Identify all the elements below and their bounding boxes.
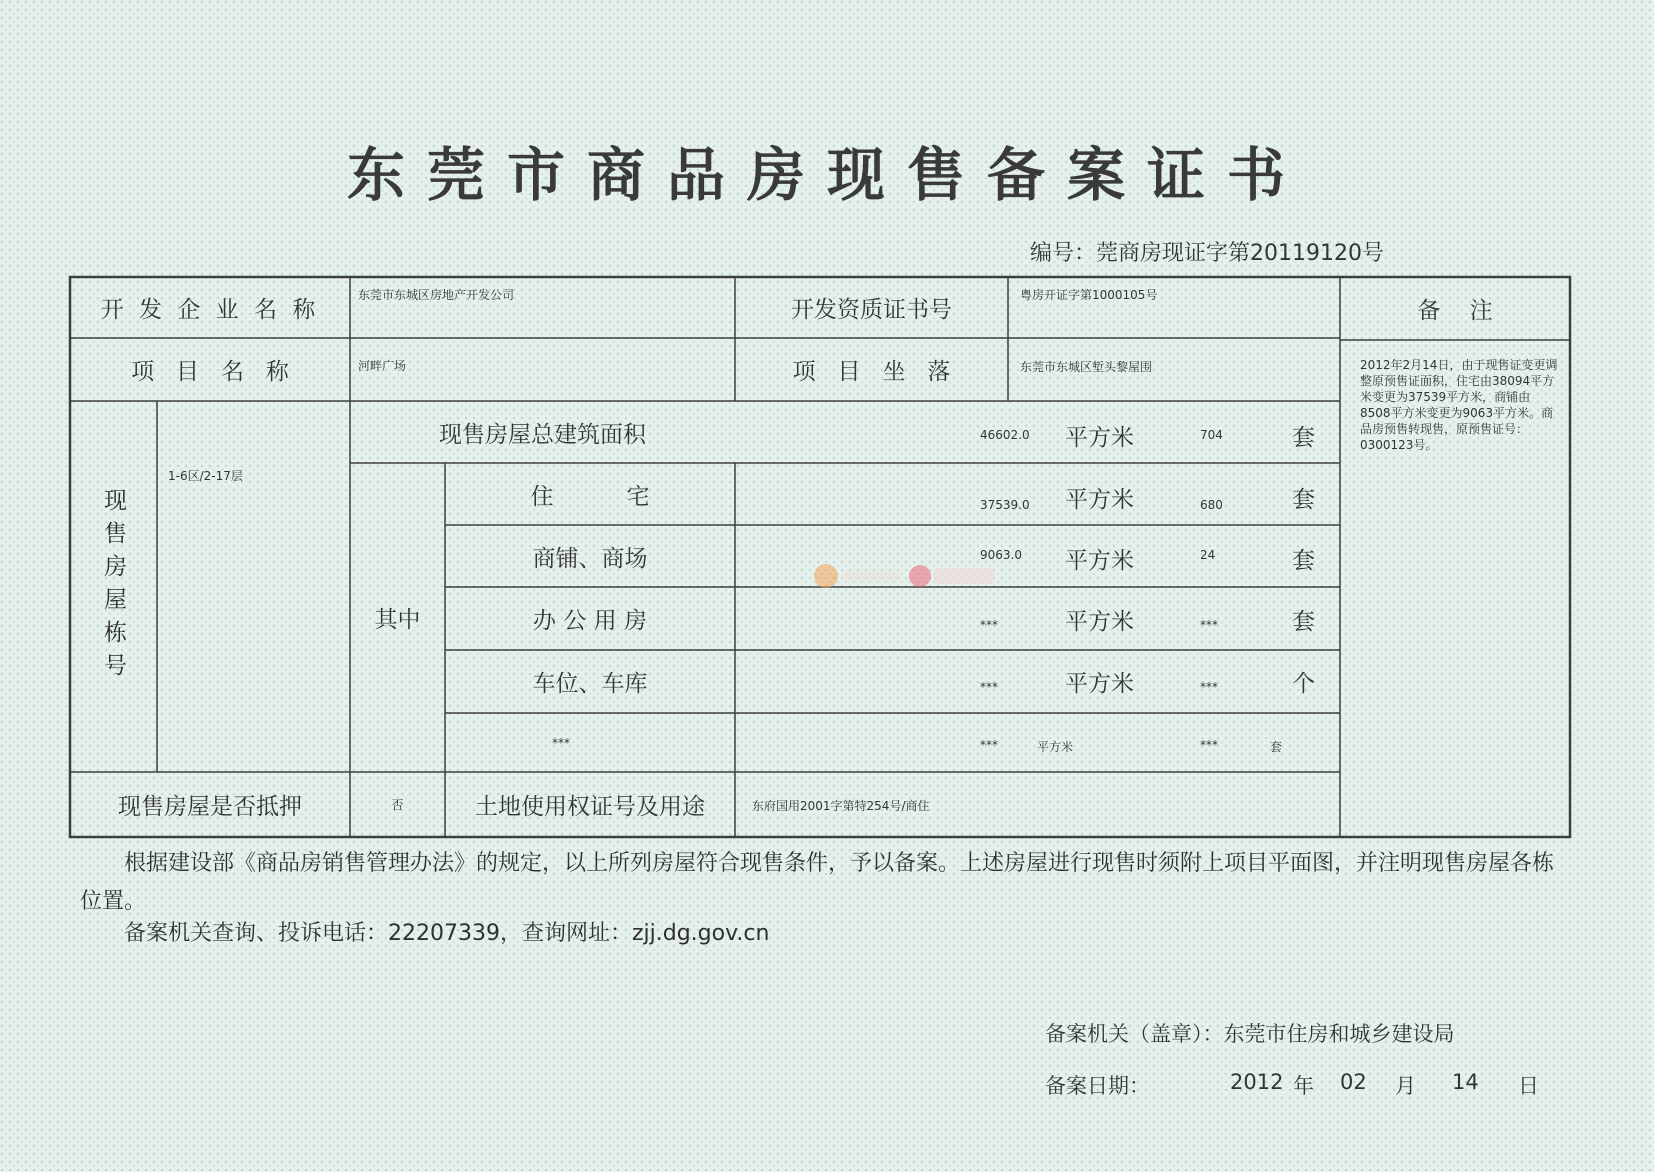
date-day-unit: 日 — [1518, 1074, 1539, 1098]
certificate-number — [1030, 236, 1384, 267]
row-parking-area: *** — [980, 680, 998, 694]
qualification-label: 开发资质证书号 — [791, 297, 952, 323]
land-cert-label: 土地使用权证号及用途 — [475, 794, 705, 820]
row-office-count-unit: 套 — [1292, 609, 1315, 635]
date-label: 备案日期： — [1045, 1074, 1150, 1098]
authority-value: 东莞市住房和城乡建设局 — [1223, 1022, 1455, 1046]
statement-paragraph: 根据建设部《商品房销售管理办法》的规定，以上所列房屋符合现售条件，予以备案。上述房屋进行现售时须附上项目平面图，并注明现售房屋各栋位置。 — [80, 851, 1555, 914]
contact-line: 备案机关查询、投诉电话：22207339，查询网址：zjj.dg.gov.cn — [124, 921, 770, 946]
row-parking-count-unit: 个 — [1292, 671, 1315, 697]
row-shops-area: 9063.0 — [980, 548, 1022, 562]
row-other-count-unit: 套 — [1270, 740, 1283, 754]
land-cert-value: 东府国用2001字第特254号/商住 — [752, 799, 930, 813]
row-other-label: *** — [552, 735, 570, 750]
row-other-area: *** — [980, 738, 998, 752]
project-name-label: 项 目 名 称 — [131, 359, 289, 385]
document-title: 东莞市商品房现售备案证书 — [346, 141, 1307, 209]
dev-company-label: 开 发 企 业 名 称 — [100, 297, 320, 323]
row-parking-area-unit: 平方米 — [1065, 671, 1134, 697]
row-office-area-unit: 平方米 — [1065, 609, 1134, 635]
mortgage-value: 否 — [391, 798, 404, 812]
row-other-count: *** — [1200, 738, 1218, 752]
row-shops-count-unit: 套 — [1292, 548, 1315, 574]
of-which-label: 其中 — [374, 607, 421, 633]
mortgage-label: 现售房屋是否抵押 — [118, 794, 302, 820]
row-parking-count: *** — [1200, 680, 1218, 694]
total-area-unit: 平方米 — [1065, 425, 1134, 451]
row-other-area-unit: 平方米 — [1037, 740, 1074, 754]
total-area-value: 46602.0 — [980, 428, 1030, 442]
date-year: 2012 — [1230, 1070, 1284, 1094]
date-month-unit: 月 — [1395, 1074, 1416, 1098]
row-office-count: *** — [1200, 618, 1218, 632]
row-residential-area: 37539.0 — [980, 498, 1030, 512]
total-area-label: 现售房屋总建筑面积 — [439, 421, 646, 448]
remarks-text: 2012年2月14日，由于现售证变更调整原预售证面积，住宅由38094平方米变更为37539平方米，商铺由8508平方米变更为9063平方米。商品房预售转现售，原预售证号：0300123号。 — [1360, 358, 1558, 452]
certificate-number-value: 莞商房现证字第20119120号 — [1096, 241, 1384, 266]
dev-company-value: 东莞市东城区房地产开发公司 — [358, 288, 515, 302]
total-count-unit: 套 — [1292, 425, 1315, 451]
row-parking-label: 车位、车库 — [532, 671, 648, 697]
qualification-value: 粤房开证字第1000105号 — [1020, 288, 1158, 302]
watermark-logo — [810, 560, 1010, 592]
row-residential-count: 680 — [1200, 498, 1223, 512]
row-office-area: *** — [980, 618, 998, 632]
remarks-label: 备 注 — [1417, 298, 1493, 324]
building-no-value: 1-6区/2-17层 — [168, 469, 243, 483]
project-location-value: 东莞市东城区堑头黎屋围 — [1020, 360, 1153, 374]
authority-line — [1045, 1018, 1455, 1048]
row-residential-label: 住 宅 — [530, 483, 650, 510]
row-shops-label: 商铺、商场 — [532, 545, 648, 572]
date-year-unit: 年 — [1293, 1074, 1314, 1098]
total-count-value: 704 — [1200, 428, 1223, 442]
authority-label: 备案机关（盖章）： — [1045, 1022, 1224, 1046]
project-name-value: 河畔广场 — [358, 359, 407, 373]
row-residential-count-unit: 套 — [1292, 487, 1315, 513]
row-shops-count: 24 — [1200, 548, 1216, 562]
row-residential-area-unit: 平方米 — [1065, 487, 1134, 513]
row-shops-area-unit: 平方米 — [1065, 548, 1134, 574]
certificate-number-label: 编号： — [1030, 241, 1097, 266]
date-month: 02 — [1340, 1070, 1367, 1094]
building-no-label: 现售房屋栋号 — [100, 487, 126, 686]
row-office-label: 办 公 用 房 — [533, 608, 647, 634]
project-location-label: 项 目 坐 落 — [792, 359, 951, 385]
date-day: 14 — [1452, 1070, 1479, 1094]
